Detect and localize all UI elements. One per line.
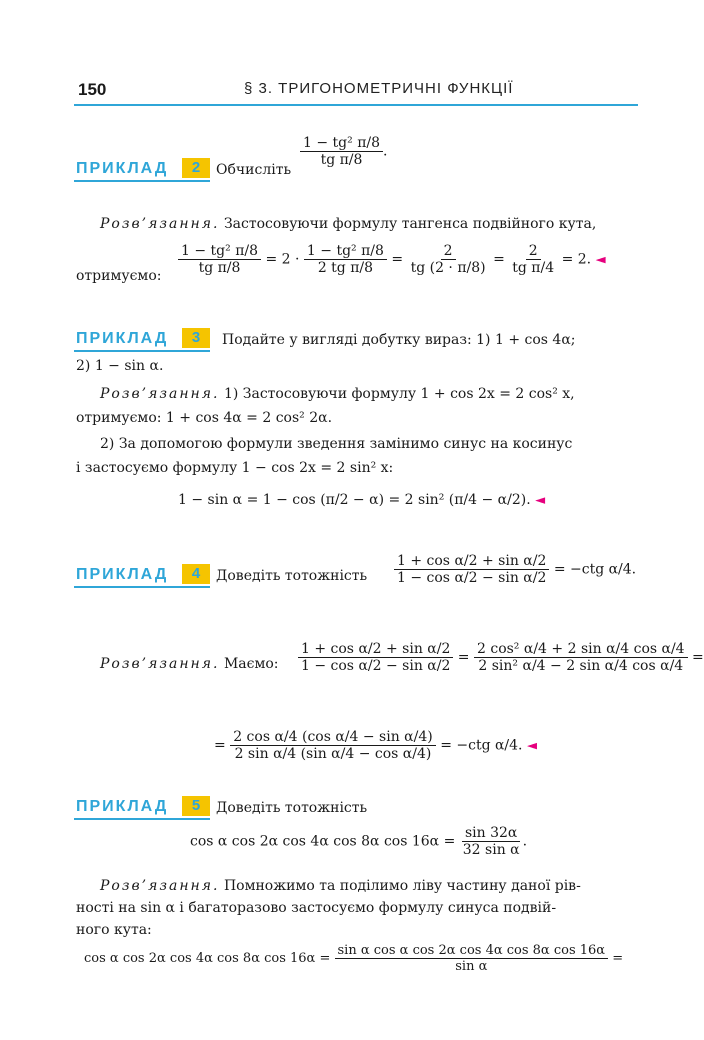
solution-label: Розв’язання. — [100, 216, 220, 232]
example-3-part2-line1: 2) За допомогою формули зведення замінимо синус на косинус — [100, 436, 573, 452]
example-2-solution-line2: отримуємо: — [76, 268, 162, 284]
example-3-text-line2: 2) 1 − sin α. — [76, 358, 164, 374]
example-3-label: ПРИКЛАД — [76, 330, 169, 347]
example-2-chain: $\frac{\text{1 − tg² π/8}}{\text{tg π/8}}$ = 2 · $\frac{\text{1 − tg² π/8}}{\text{2 tg π/8}}$ = $\frac{2}{tg (2 \cdot \pi/8)}$ = $\frac{2}{\text{tg π/4}}$ = 2. ◄ — [178, 243, 606, 276]
example-4-label: ПРИКЛАД — [76, 566, 169, 583]
header-rule — [74, 104, 638, 106]
example-3-number: 3 — [182, 328, 210, 348]
example-4-rule — [74, 586, 210, 588]
example-3-rule — [74, 350, 210, 352]
example-5-text: Доведіть тотожність — [216, 800, 368, 816]
example-2-text: Обчисліть — [216, 162, 292, 178]
example-5-label: ПРИКЛАД — [76, 798, 169, 815]
example-3-solution: Розв’язання. 1) Застосовуючи формулу 1 + cos 2x = 2 cos² x, — [100, 386, 575, 402]
example-2-rule — [74, 180, 210, 182]
example-4-solution: Розв’язання. Маємо: — [100, 656, 279, 672]
solution-label: Розв’язання. — [100, 656, 220, 672]
solution-label: Розв’язання. — [100, 878, 220, 894]
page-number: 150 — [78, 80, 107, 99]
example-5-task-formula: cos α cos 2α cos 4α cos 8α cos 16α = $\frac{\sin 32\alpha}{\text{32 sin α}}$ . — [190, 825, 528, 858]
example-3-solution-line2: отримуємо: 1 + cos 4α = 2 cos² 2α. — [76, 410, 333, 426]
end-marker-icon: ◄ — [595, 252, 606, 268]
example-4-text: Доведіть тотожність — [216, 568, 368, 584]
example-5-number: 5 — [182, 796, 210, 816]
example-3-formula: 1 − sin α = 1 − cos (π/2 − α) = 2 sin² (π/4 − α/2). ◄ — [178, 492, 546, 508]
example-4-number: 4 — [182, 564, 210, 584]
solution-label: Розв’язання. — [100, 386, 220, 402]
example-5-final-formula: cos α cos 2α cos 4α cos 8α cos 16α = $\frac{\text{sin α cos α cos 2α cos 4α cos 8α cos 16α}}{\text{sin α}}$ = — [84, 943, 624, 974]
example-5-solution-line2: ності на sin α і багаторазово застосуємо формулу синуса подвій- — [76, 900, 557, 916]
example-4-step2: = $\frac{\text{2 cos α/4 (cos α/4 − sin α/4)}}{\text{2 sin α/4 (sin α/4 − cos α/4)}}$ = −ctg α/4. ◄ — [214, 729, 537, 762]
example-4-task-formula: $\frac{\text{1 + cos α/2 + sin α/2}}{\text{1 − cos α/2 − sin α/2}}$ = −ctg α/4. — [394, 553, 636, 586]
example-2-solution: Розв’язання. Застосовуючи формулу тангенса подвійного кута, — [100, 216, 597, 232]
section-title: § 3. ТРИГОНОМЕТРИЧНІ ФУНКЦІЇ — [244, 80, 514, 97]
example-2-label: ПРИКЛАД — [76, 160, 169, 177]
end-marker-icon: ◄ — [535, 493, 546, 508]
example-4-step1: $\frac{\text{1 + cos α/2 + sin α/2}}{\text{1 − cos α/2 − sin α/2}}$ = $\frac{\text{2 cos² α/4 + 2 sin α/4 cos α/4}}{\text{2 sin² α/4 − 2 sin α/4 cos α/4}}$ = — [298, 641, 704, 674]
example-5-solution-line3: ного кута: — [76, 922, 152, 938]
example-2-number: 2 — [182, 158, 210, 178]
example-3-text: Подайте у вигляді добутку вираз: 1) 1 + cos 4α; — [222, 332, 576, 348]
example-3-part2-line2: і застосуємо формулу 1 − cos 2x = 2 sin² x: — [76, 460, 394, 476]
example-5-rule — [74, 818, 210, 820]
end-marker-icon: ◄ — [526, 738, 537, 754]
example-2-task-formula: $\frac{\text{1 − tg² π/8}}{\text{tg π/8}}$ . — [300, 135, 387, 168]
example-5-solution: Розв’язання. Помножимо та поділимо ліву частину даної рів- — [100, 878, 581, 894]
